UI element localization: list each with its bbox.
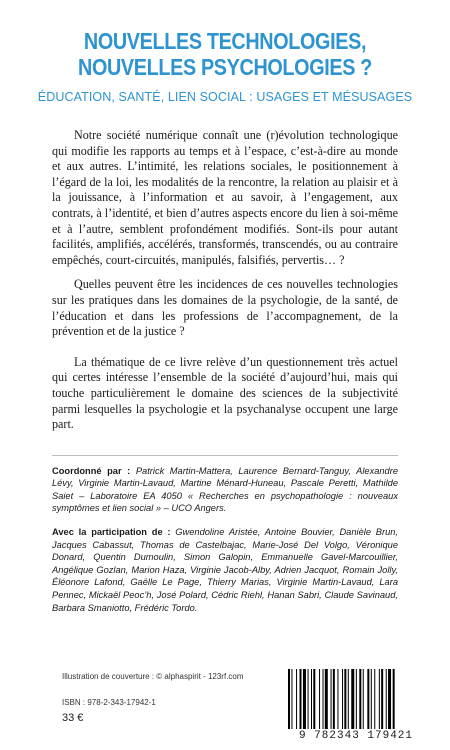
blurb <box>0 128 450 433</box>
coordinators-label: Coordonné par : <box>52 465 131 476</box>
barcode-bar <box>288 669 290 729</box>
participants-block <box>52 526 398 614</box>
barcode-bar <box>359 669 361 729</box>
barcode-bar <box>323 669 324 729</box>
barcode-bar <box>381 669 383 729</box>
barcode-bar <box>325 669 328 729</box>
barcode-bar <box>379 669 380 729</box>
barcode-bar <box>386 669 387 729</box>
barcode-bar <box>371 669 372 729</box>
price: 33 € <box>62 712 84 724</box>
barcode-bar <box>367 669 369 729</box>
book-subtitle: ÉDUCATION, SANTÉ, LIEN SOCIAL : USAGES ET MÉSUSAGES <box>37 90 413 104</box>
book-back-cover <box>0 28 450 742</box>
illustration-credit: Illustration de couverture : © alphaspirit - 123rf.com <box>62 672 244 681</box>
coordinators-block <box>52 465 398 515</box>
barcode-bar <box>311 669 312 729</box>
barcode-bar <box>291 669 292 729</box>
barcode-bar <box>374 669 375 729</box>
barcode-bar <box>313 669 315 729</box>
barcode-bar <box>363 669 364 729</box>
barcode-bar <box>388 669 391 729</box>
title-line-2: NOUVELLES PSYCHOLOGIES ? <box>78 54 372 80</box>
barcode-bar <box>356 669 357 729</box>
barcode-bar <box>300 669 302 729</box>
isbn: ISBN : 978-2-343-17942-1 <box>62 698 156 707</box>
participants-text: Gwendoline Aristée, Antoine Bouvier, Danièle Brun, Jacques Cabassut, Thomas de Castelbajac, Marie-José Del Volgo, Véronique Donard, Quentin Dumoulin, Simon Galopin, Emmanuelle Gavel-Marcouillier, Angélique Gozlan, Marion Haza, Virginie Jacob-Alby, Adrien Jacquot, Romain Jolly, Éléonore Lafond, Gaëlle Le Page, Thierry Marias, Virginie Martin-Lavaud, Lara Pennec, Mickaël Peoc’h, José Polard, Cédric Riehl, Hanan Sabri, Claude Savinaud, Barbara Smaniotto, Frédéric Tordo. <box>52 527 399 613</box>
barcode-bar <box>348 669 349 729</box>
title-line-1: NOUVELLES TECHNOLOGIES, <box>83 28 367 54</box>
book-title <box>0 28 450 80</box>
coordinators-text: Patrick Martin-Mattera, Laurence Bernard-Tanguy, Alexandre Lévy, Virginie Martin-Lavaud, Martine Ménard-Huneau, Pascale Peretti, Mathilde Saiet – Laboratoire EA 4050 « Recherches en psychopathologie : nouveaux symptômes et lien social » – UCO Angers. <box>52 465 398 514</box>
barcode-digits: 9 782343 179421 <box>298 730 414 742</box>
barcode-bar <box>342 669 343 729</box>
barcode-bar <box>331 669 332 729</box>
barcode-bar <box>344 669 346 729</box>
credits <box>52 455 398 615</box>
barcode-bar <box>393 669 395 729</box>
barcode-bar <box>303 669 306 729</box>
barcode-bar <box>296 669 297 729</box>
barcode-bar <box>337 669 338 729</box>
barcode-bar <box>333 669 335 729</box>
barcode-bar <box>319 669 320 729</box>
blurb-paragraph-3: La thématique de ce livre relève d’un questionnement très actuel qui certes intéresse l’ensemble de la société d’aujourd’hui, mais qui touche particulièrement le domaine des sciences de la subjectivité parmi lesquelles la psychologie et la psychanalyse occupent une large part. <box>52 354 398 432</box>
blurb-paragraph-2: Quelles peuvent être les incidences de ces nouvelles technologies sur les pratiques dans les domaines de la psychologie, de la santé, de l’éducation et dans les professions de l’accompagnement, de la prévention et de la justice ? <box>52 277 398 339</box>
barcode-bar <box>308 669 309 729</box>
participants-label: Avec la participation de : <box>52 527 171 538</box>
blurb-paragraph-1: Notre société numérique connaît une (r)évolution technologique qui modifie les rapports au temps et à l’espace, c’est-à-dire au monde et aux autres. L’intimité, les relations sociales, le positionnement à l’égard de la loi, les modalités de la rencontre, la relation au plaisir et à la jouissance, à l’information et au savoir, à l’engagement, aux contrats, à l’identité, et bien d’autres aspects encore du lien à soi-même et à l’autre, semblent profondément modifiés. Sont-ils pour autant facilités, amplifiés, accélérés, transformés, transcendés, ou au contraire empêchés, court-circuités, manipulés, falsifiés, pervertis… ? <box>52 128 398 267</box>
barcode-bar <box>351 669 354 729</box>
